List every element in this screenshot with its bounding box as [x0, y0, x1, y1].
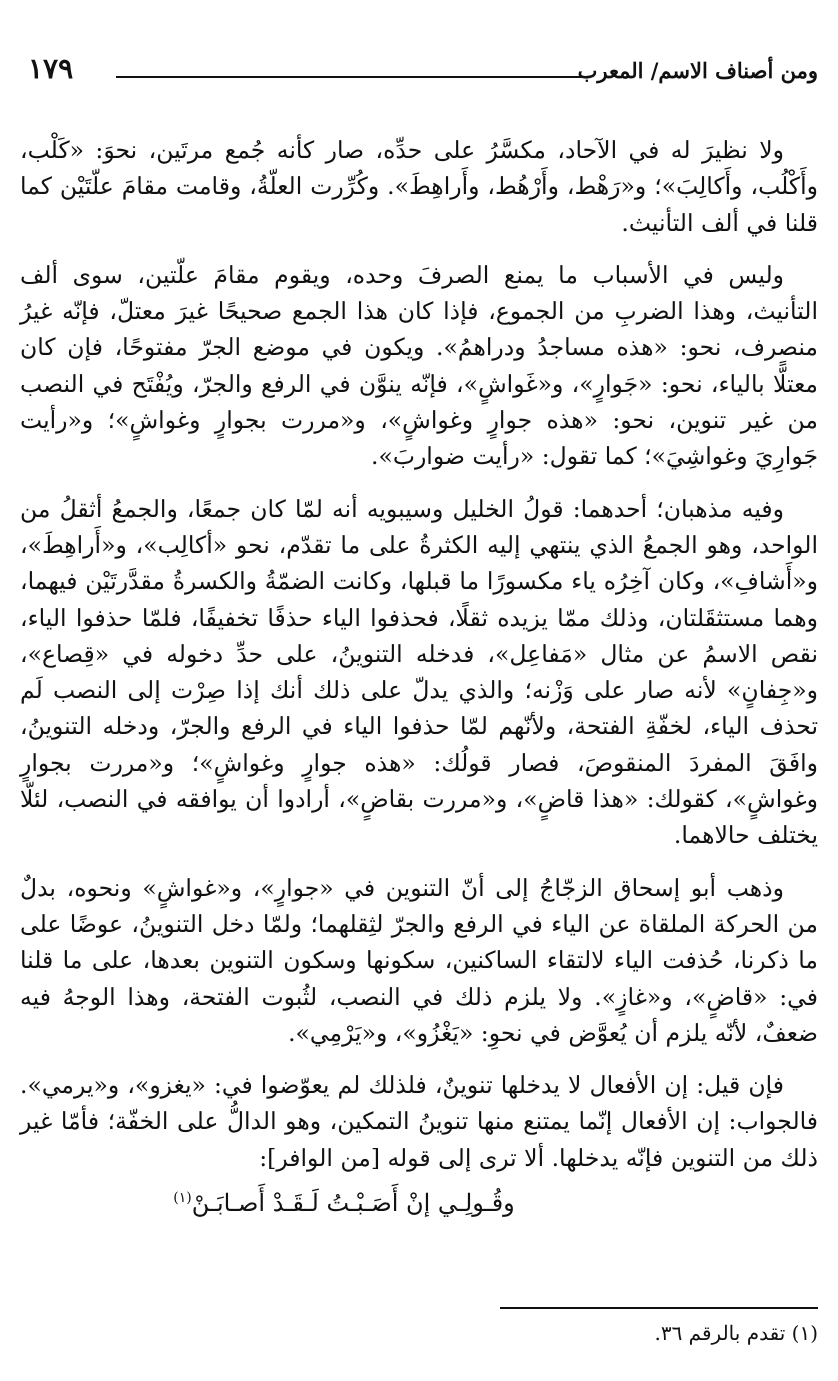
running-title: ومن أصناف الاسم/ المعرب [577, 58, 818, 83]
footnote: (١) تقدم بالرقم ٣٦. [654, 1321, 818, 1345]
paragraph-1: ولا نظيرَ له في الآحاد، مكسَّرُ على حدِّه، صار كأنه جُمع مرتَين، نحوَ: «كَلْب، وأَكْلُب، وأَكالِبَ»؛ و«رَهْط، وأَرْهُط، وأَراهِطَ». وكُرِّرت العلّةُ، وقامت مقامَ علّتَيْن كما قلنا في ألف التأنيث. [20, 136, 818, 237]
paragraph-3: وفيه مذهبان؛ أحدهما: قولُ الخليل وسيبويه أنه لمّا كان جمعًا، والجمعُ أثقلُ من الواحد، وهو الجمعُ الذي ينتهي إليه الكثرةُ على ما تقدّم، نحو «أكالِب»، و«أَراهِطَ»، و«أَشافِ»، وكان آخِرُه ياء مكسورًا ما قبلها، وكانت الضمّةُ والكسرةُ مقدَّرتَيْن فيهما، وهما مستثقَلتان، وذلك ممّا يزيده ثقلًا، فحذفوا الياء حذفًا تخفيفًا، فلمّا حذفوا الياء، نقص الاسمُ عن مثال «مَفاعِل»، فدخله التنوينُ، على حدِّ دخوله في «قِصاع»، و«جِفانٍ» لأنه صار على وَزْنه؛ والذي يدلّ على ذلك أنك إذا صِرْت إلى النصب لَم تحذف الياء، لخفّةِ الفتحة، ولأنّهم لمّا حذفوا الياء في الرفع والجرّ، ودخله التنوينُ، وافَقَ المفردَ المنقوصَ، فصار قولُك: «هذه جوارٍ وغواشٍ»؛ و«مررت بجوارٍ وغواشٍ»، كقولك: «هذا قاضٍ»، و«مررت بقاضٍ»، أرادوا أن يوافقه في النصب، لئلّا يختلف حالاهما. [20, 494, 818, 850]
footnote-marker: (١) [173, 1190, 192, 1207]
header-rule [116, 76, 591, 78]
verse-line [20, 1180, 818, 1221]
page-header [20, 36, 818, 88]
paragraph-2: وليس في الأسباب ما يمنع الصرفَ وحده، ويقوم مقامَ علّتين، سوى ألف التأنيث، وهذا الضربِ من الجموع، فإذا كان هذا الجمع صحيحًا غيرَ معتلّ، فإنّه غيرُ منصرف، نحو: «هذه مساجدُ ودراهمُ». ويكون في موضع الجرّ مفتوحًا، فإن كان معتلًّا بالياء، نحو: «جَوارٍ»، و«غَواشٍ»، فإنّه ينوَّن في الرفع والجرّ، ويُفْتَح في النصب من غير تنوين، نحو: «هذه جوارٍ وغواشٍ»، و«مررت بجوارٍ وغواشٍ»؛ و«رأيت جَوارِيَ وغواشِيَ»؛ كما تقول: «رأيت ضواربَ». [20, 260, 818, 471]
page-number: ١٧٩ [28, 52, 74, 85]
footnote-rule [500, 1307, 818, 1309]
verse-text: وقُـولِـي إنْ أَصَـبْـتُ لَـقَـدْ أَصـابَـنْ [191, 1189, 515, 1218]
paragraph-5: فإن قيل: إن الأفعال لا يدخلها تنوينٌ، فلذلك لم يعوّضوا في: «يغزو»، و«يرمي». فالجواب: إن الأفعال إنّما يمتنع منها تنوينُ التمكين، وهو الدالُّ على الخفّة؛ فأمّا غير ذلك من التنوين فإنّه يدخلها. ألا ترى إلى قوله [من الوافر]: [20, 1071, 818, 1172]
body-text [20, 132, 818, 1221]
paragraph-4: وذهب أبو إسحاق الزجّاجُ إلى أنّ التنوين في «جوارٍ»، و«غواشٍ» ونحوه، بدلٌ من الحركة الملقاة عن الياء في الرفع والجرّ لثِقلهما؛ ولمّا دخل التنوينُ، عوضًا على ما ذكرنا، حُذفت الياء لالتقاء الساكنين، سكونها وسكون التنوين بعدها، على ما قلنا في: «قاضٍ»، و«غازٍ». ولا يلزم ذلك في النصب، لثُبوت الفتحة، وهذا الوجهُ فيه ضعفٌ، لأنّه يلزم أن يُعوَّض في نحوِ: «يَغْزُو»، و«يَرْمِي». [20, 873, 818, 1047]
